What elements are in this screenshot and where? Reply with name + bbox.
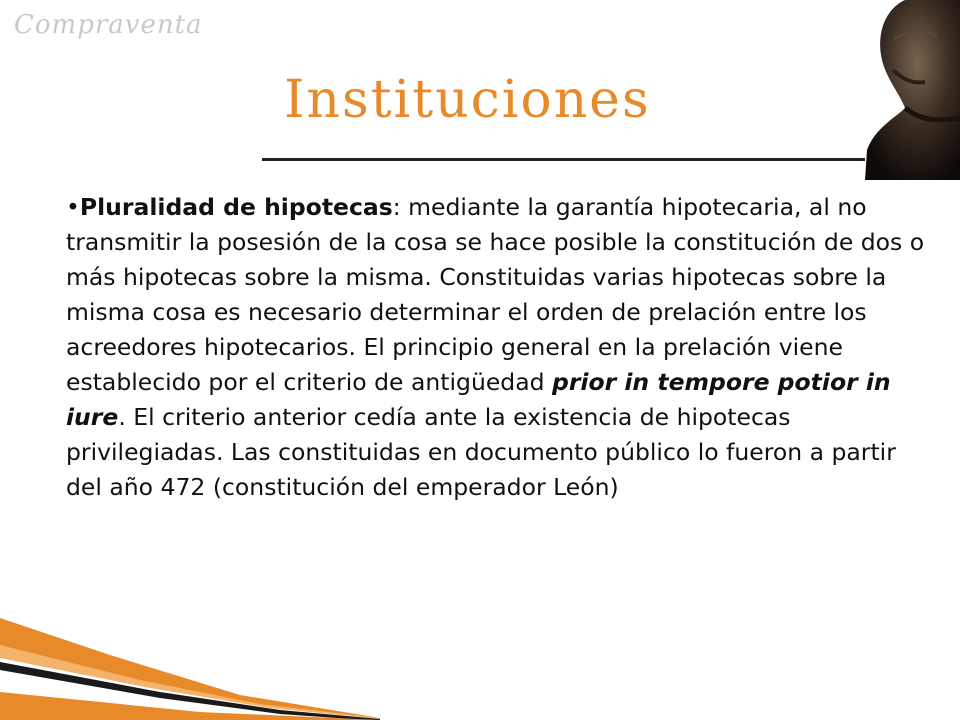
slide-title: Instituciones xyxy=(284,70,651,130)
latin-maxim: prior in tempore potior in iure xyxy=(66,368,891,431)
body-paragraph xyxy=(66,190,930,505)
body-text-part1: mediante la garantía hipotecaria, al no transmitir la posesión de la cosa se hace posible la constitución de dos o más hipotecas sobre la misma. Constituidas varias hipotecas sobre la misma cosa es necesario determinar el orden de prelación entre los acreedores hipotecarios. El principio general en la prelación viene establecido por el criterio de antigüedad xyxy=(66,193,925,396)
roman-bust-image xyxy=(865,0,960,180)
lead-separator: : xyxy=(392,193,409,221)
lead-term: Pluralidad de hipotecas xyxy=(79,193,393,221)
body-text-part2: . El criterio anterior cedía ante la existencia de hipotecas privilegiadas. Las constituidas en documento público lo fueron a partir del año 472 (constitución del emperador León) xyxy=(66,403,896,501)
title-divider xyxy=(262,158,872,161)
section-label: Compraventa xyxy=(14,10,203,40)
bullet-marker: • xyxy=(66,193,80,221)
corner-decoration xyxy=(0,600,380,720)
